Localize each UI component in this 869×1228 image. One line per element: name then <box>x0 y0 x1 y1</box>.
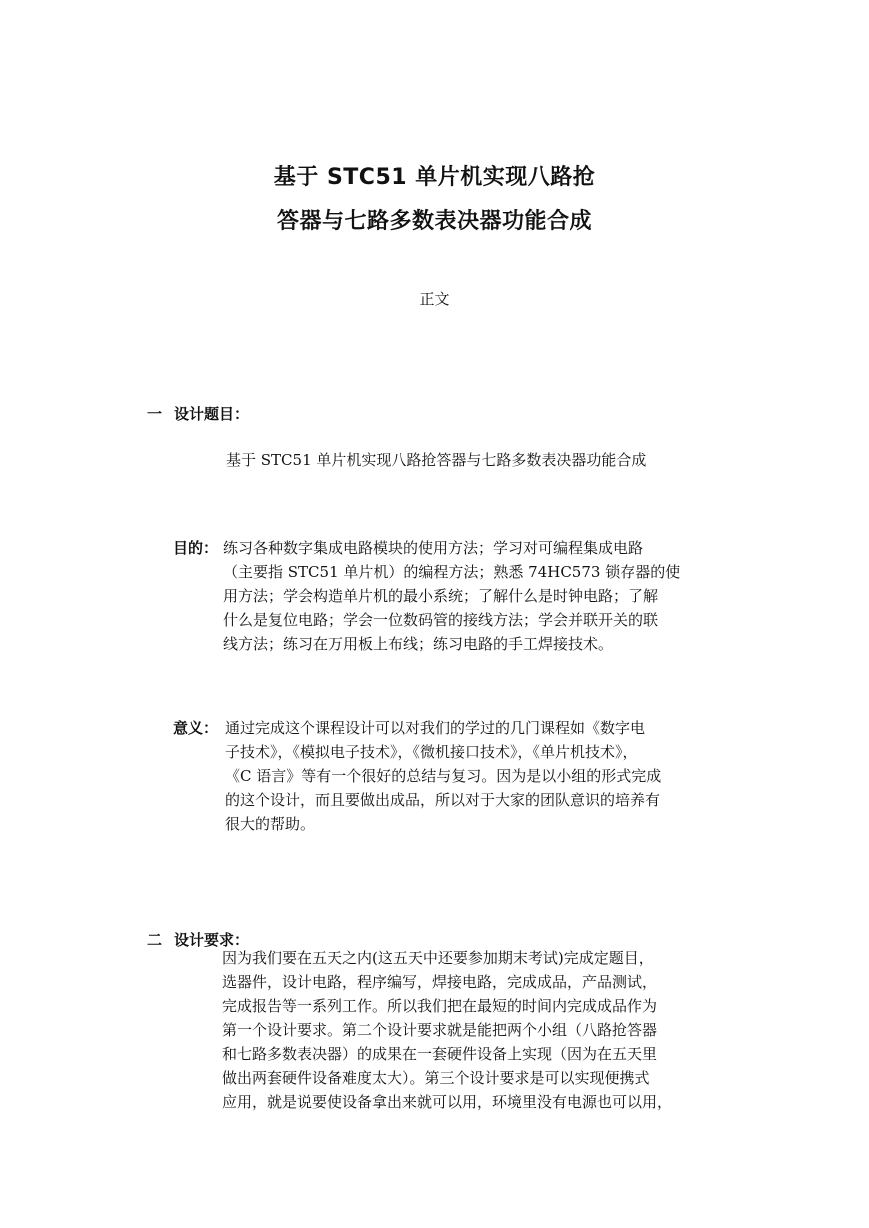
purpose-line: （主要指 STC51 单片机）的编程方法；熟悉 74HC573 锁存器的使 <box>223 563 681 581</box>
section-2-title: 设计要求： <box>174 931 250 949</box>
purpose-label: 目的： <box>173 539 219 557</box>
meaning-line: 子技术》，《模拟电子技术》，《微机接口技术》，《单片机技术》， <box>225 743 638 761</box>
meaning-text <box>225 716 661 836</box>
meaning-line: 通过完成这个课程设计可以对我们的学过的几门课程如《数字电 <box>225 719 646 737</box>
section-1-number: 一 <box>147 405 163 423</box>
requirements-line: 做出两套硬件设备难度太大）。第三个设计要求是可以实现便携式 <box>222 1069 650 1087</box>
section-1-title: 设计题目： <box>174 405 250 423</box>
meaning-line: 很大的帮助。 <box>225 815 316 833</box>
purpose-line: 线方法；练习在万用板上布线；练习电路的手工焊接技术。 <box>223 635 614 653</box>
requirements-line: 和七路多数表决器）的成果在一套硬件设备上实现（因为在五天里 <box>222 1045 658 1063</box>
requirements-line: 应用，就是说要使设备拿出来就可以用，环境里没有电源也可以用， <box>222 1093 673 1111</box>
section-1-heading <box>147 403 249 424</box>
purpose-line: 练习各种数字集成电路模块的使用方法；学习对可编程集成电路 <box>223 539 644 557</box>
requirements-line: 第一个设计要求。第二个设计要求就是能把两个小组（八路抢答器 <box>222 1021 658 1039</box>
document-title-line-2: 答器与七路多数表决器功能合成 <box>276 209 592 234</box>
purpose-line: 什么是复位电路；学会一位数码管的接线方法；学会并联开关的联 <box>223 611 659 629</box>
purpose-text <box>223 536 680 656</box>
design-requirements-text <box>222 946 672 1114</box>
design-topic-text <box>226 448 646 472</box>
design-topic-line: 基于 STC51 单片机实现八路抢答器与七路多数表决器功能合成 <box>226 451 647 469</box>
requirements-line: 因为我们要在五天之内(这五天中还要参加期末考试)完成定题目， <box>222 949 654 967</box>
meaning-label: 意义： <box>173 719 219 737</box>
meaning-line: 的这个设计，而且要做出成品，所以对于大家的团队意识的培养有 <box>225 791 661 809</box>
requirements-line: 完成报告等一系列工作。所以我们把在最短的时间内完成成品作为 <box>222 997 658 1015</box>
document-subtitle: 正文 <box>419 290 450 308</box>
purpose-line: 用方法；学会构造单片机的最小系统；了解什么是时钟电路；了解 <box>223 587 659 605</box>
section-2-number: 二 <box>147 931 163 949</box>
requirements-line: 选器件，设计电路，程序编写，焊接电路，完成成品，产品测试， <box>222 973 658 991</box>
document-title-line-1: 基于 STC51 单片机实现八路抢 <box>273 165 596 190</box>
meaning-line: 《C 语言》等有一个很好的总结与复习。因为是以小组的形式完成 <box>225 767 662 785</box>
